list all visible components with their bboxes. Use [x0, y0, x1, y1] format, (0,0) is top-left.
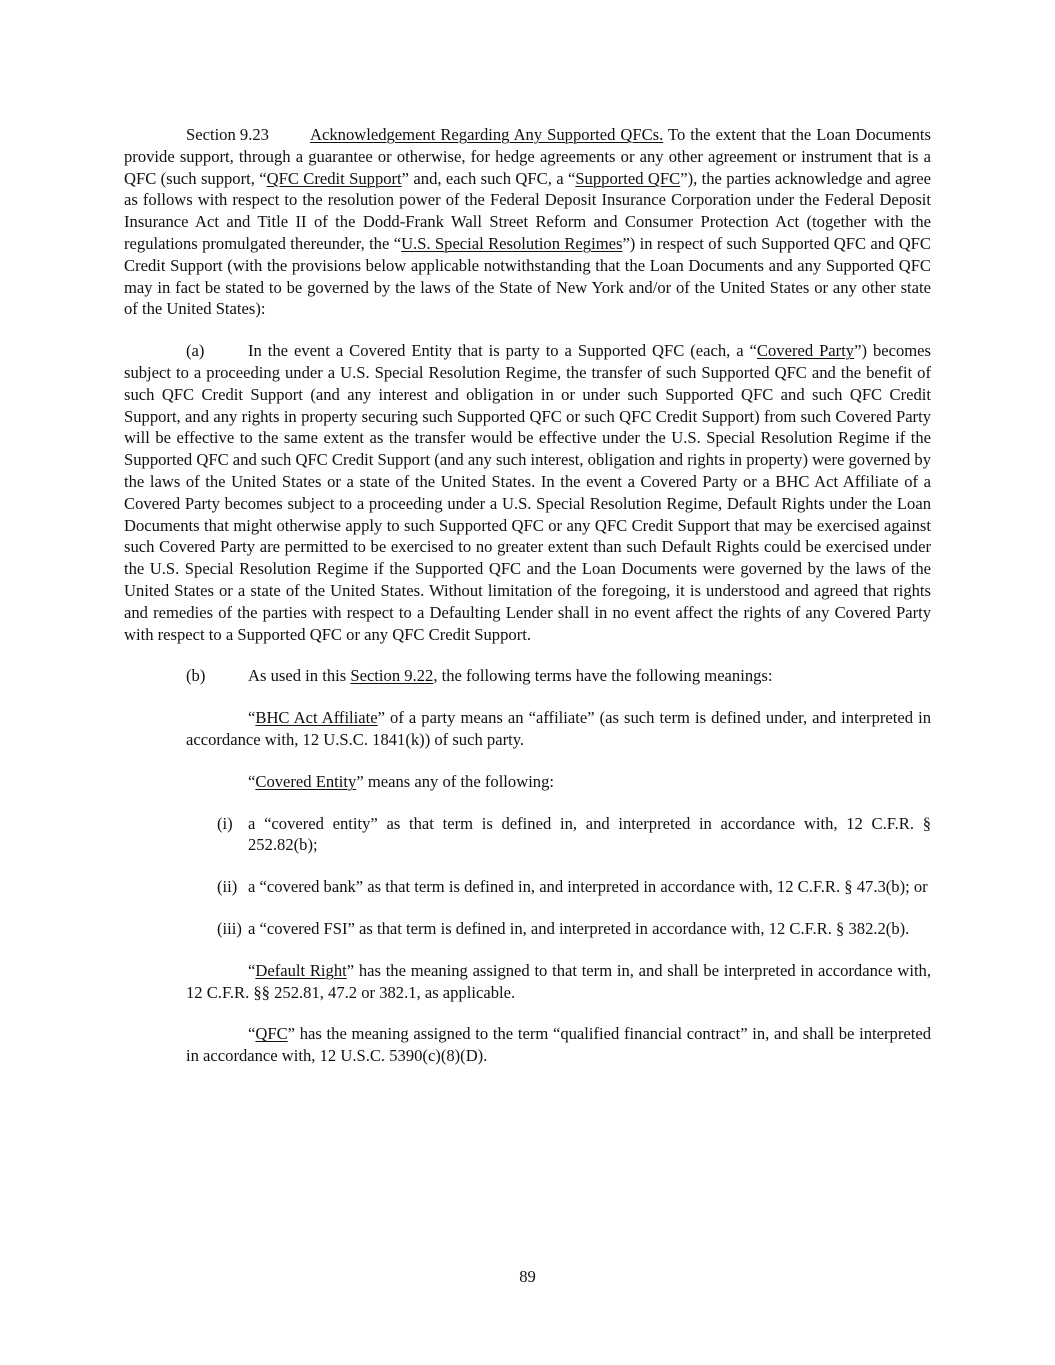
term-covered-entity: Covered Entity: [255, 771, 357, 791]
definition-text: ” of a party means an “affiliate” (as such term is defined under, and interpreted in accordance with, 12 U.S.C. 1841(k)) of such party.: [186, 708, 931, 749]
list-item-text: a “covered entity” as that term is defined in, and interpreted in accordance with, 12 C.F.R. § 252.82(b);: [248, 813, 931, 855]
definition-default-right: [124, 960, 931, 1004]
definition-text: ” means any of the following:: [356, 771, 555, 791]
list-item-text: a “covered bank” as that term is defined in, and interpreted in accordance with, 12 C.F.R. § 47.3(b); or: [248, 877, 928, 897]
paragraph-b-text-2: , the following terms have the following meanings:: [433, 666, 773, 686]
paragraph-b-text-1: As used in this: [248, 666, 351, 686]
paragraph-a-label: (a): [186, 341, 205, 361]
list-item: [124, 813, 931, 857]
definition-text: ” has the meaning assigned to the term “qualified financial contract” in, and shall be interpreted in accordance with, 12 U.S.C. 5390(c)(8)(D).: [186, 1024, 931, 1066]
open-quote: “: [248, 1024, 256, 1044]
paragraph-a: [124, 340, 931, 645]
definition-qfc: [124, 1023, 931, 1067]
list-item-number: (i): [217, 813, 233, 833]
section-reference: Section 9.22: [350, 666, 434, 686]
term-qfc: QFC: [255, 1024, 288, 1044]
section-number: Section 9.23: [186, 125, 269, 144]
section-text-4: ”) in respect of such Supported QFC and QFC Credit Support (with the provisions below applicable notwithstanding that the Loan Documents and any Supported QFC may in fact be stated to be governed by the laws of the State of New York and/or of the United States or any other state of the United States):: [124, 233, 931, 319]
definition-covered-entity: [124, 771, 931, 793]
term-supported-qfc: Supported QFC: [575, 168, 681, 188]
section-paragraph: [124, 124, 931, 320]
section-heading: Acknowledgement Regarding Any Supported QFCs.: [310, 125, 664, 144]
list-item-number: (iii): [217, 918, 242, 938]
page-number: 89: [519, 1267, 536, 1286]
paragraph-b-label: (b): [186, 666, 206, 686]
open-quote: “: [248, 771, 256, 791]
open-quote: “: [248, 960, 256, 980]
document-page: [124, 124, 931, 1067]
list-item-text: a “covered FSI” as that term is defined in, and interpreted in accordance with, 12 C.F.R. § 382.2(b).: [248, 918, 910, 938]
list-item: [124, 876, 931, 898]
list-item-number: (ii): [217, 877, 238, 897]
open-quote: “: [248, 708, 256, 728]
section-text-2: ” and, each such QFC, a “: [401, 168, 576, 188]
paragraph-a-text-1: In the event a Covered Entity that is party to a Supported QFC (each, a “: [248, 341, 757, 361]
definition-bhc-act-affiliate: [124, 707, 931, 751]
term-qfc-credit-support: QFC Credit Support: [266, 168, 402, 188]
list-item: [124, 918, 931, 940]
section-text-3: ”), the parties acknowledge and agree as follows with respect to the resolution power of the Federal Deposit Insurance Corporation under the Federal Deposit Insurance Act and Title II of the Dodd-Frank Wall Street Reform and Consumer Protection Act (together with the regulations promulgated thereunder, the “: [124, 168, 931, 253]
term-us-special-resolution-regimes: U.S. Special Resolution Regimes: [401, 233, 623, 253]
section-text-1: To the extent that the Loan Documents provide support, through a guarantee or otherwise, for hedge agreements or any other agreement or instrument that is a QFC (such support, “: [124, 125, 931, 188]
term-default-right: Default Right: [255, 960, 347, 980]
definition-text: ” has the meaning assigned to that term in, and shall be interpreted in accordance with, 12 C.F.R. §§ 252.81, 47.2 or 382.1, as applicable.: [186, 960, 931, 1002]
term-covered-party: Covered Party: [756, 341, 855, 361]
paragraph-b: [124, 665, 931, 687]
paragraph-a-text-2: ”) becomes subject to a proceeding under a U.S. Special Resolution Regime, the transfer of such Supported QFC and the benefit of such QFC Credit Support (and any interest and obligation in or under such Supported QFC and such QFC Credit Support, and any rights in property securing such Supported QFC or such QFC Credit Support) from such Covered Party will be effective to the same extent as the transfer would be effective under the U.S. Special Resolution Regime if the Supported QFC and such QFC Credit Support (and any such interest, obligation and rights in property) were governed by the laws of the United States or a state of the United States. In the event a Covered Party or a BHC Act Affiliate of a Covered Party becomes subject to a proceeding under a U.S. Special Resolution Regime, Default Rights under the Loan Documents that might otherwise apply to such Supported QFC or any QFC Credit Support that may be exercised against such Covered Party are permitted to be exercised to no greater extent than such Default Rights could be exercised under the U.S. Special Resolution Regime if the Supported QFC and the Loan Documents were governed by the laws of the United States or a state of the United States. Without limitation of the foregoing, it is understood and agreed that rights and remedies of the parties with respect to a Defaulting Lender shall in no event affect the rights of any Covered Party with respect to a Supported QFC or any QFC Credit Support.: [124, 341, 931, 644]
term-bhc-act-affiliate: BHC Act Affiliate: [255, 708, 378, 728]
